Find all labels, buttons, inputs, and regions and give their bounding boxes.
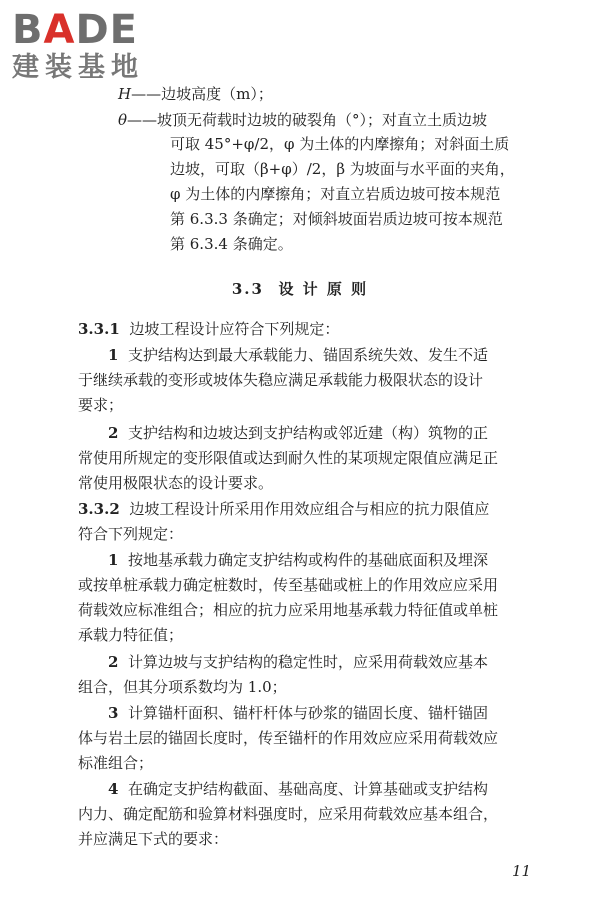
clause-3-3-1: [78, 319, 339, 339]
clause-item: [108, 703, 488, 723]
definition-theta-line: 坡顶无荷载时边坡的破裂角（°）；对直立土质边坡: [157, 111, 488, 129]
page-number: 11: [512, 862, 532, 880]
item-line: 常使用极限状态的设计要求。: [78, 474, 274, 492]
brand-letters-de: DE: [75, 7, 138, 53]
item-line: 荷载效应标准组合；相应的抗力应采用地基承载力特征值或单桩: [78, 601, 499, 619]
item-number: 2: [108, 653, 119, 671]
item-line: 体与岩土层的锚固长度时，传至锚杆的作用效应应采用荷载效应: [78, 729, 499, 747]
item-number: 2: [108, 424, 119, 442]
item-line: 支护结构和边坡达到支护结构或邻近建（构）筑物的正: [127, 424, 488, 442]
item-number: 3: [108, 704, 119, 722]
brand-subtitle: 建装基地: [12, 52, 144, 83]
clause-item: [108, 345, 488, 365]
item-line: 按地基承载力确定支护结构或构件的基础底面积及埋深: [127, 551, 488, 569]
definition-theta-line: 第 6.3.4 条确定。: [170, 235, 293, 253]
item-line: 或按单桩承载力确定桩数时，传至基础或桩上的作用效应应采用: [78, 576, 499, 594]
clause-text: 边坡工程设计所采用作用效应组合与相应的抗力限值应: [129, 500, 490, 518]
item-line: 承载力特征值；: [78, 626, 184, 644]
brand-letter-b: B: [12, 7, 44, 53]
clause-text: 边坡工程设计应符合下列规定：: [129, 320, 340, 338]
item-number: 1: [108, 346, 119, 364]
definition-theta-line: 可取 45°+φ/2，φ 为土体的内摩擦角；对斜面土质: [170, 135, 510, 153]
item-line: 标准组合；: [78, 754, 154, 772]
definition-theta: [118, 110, 487, 130]
item-line: 要求；: [78, 396, 124, 414]
item-number: 1: [108, 551, 119, 569]
clause-item: [108, 423, 488, 443]
clause-number: 3.3.1: [78, 320, 120, 338]
definition-theta-line: φ 为土体的内摩擦角；对直立岩质边坡可按本规范: [170, 185, 501, 203]
symbol-h: H: [118, 85, 132, 103]
definition-h-text: 边坡高度（m）；: [161, 85, 273, 103]
item-line: 内力、确定配筋和验算材料强度时，应采用荷载效应基本组合，: [78, 805, 499, 823]
item-line: 计算边坡与支护结构的稳定性时，应采用荷载效应基本: [127, 653, 488, 671]
clause-item: [108, 550, 488, 570]
definition-theta-dash: ——: [127, 111, 158, 129]
item-line: 组合，但其分项系数均为 1.0；: [78, 678, 287, 696]
item-line: 在确定支护结构截面、基础高度、计算基础或支护结构: [127, 780, 488, 798]
section-title: 设 计 原 则: [278, 280, 369, 298]
definition-theta-line: 边坡，可取（β+φ）/2，β 为坡面与水平面的夹角，: [170, 160, 515, 178]
item-line: 常使用所规定的变形限值或达到耐久性的某项规定限值应满足正: [78, 449, 499, 467]
item-line: 并应满足下式的要求：: [78, 830, 229, 848]
definition-theta-line: 第 6.3.3 条确定；对倾斜坡面岩质边坡可按本规范: [170, 210, 503, 228]
clause-item: [108, 652, 488, 672]
brand-name: [12, 8, 177, 52]
section-number: 3.3: [231, 280, 264, 298]
definition-h-dash: ——: [131, 85, 162, 103]
clause-3-3-2: [78, 499, 489, 519]
clause-text: 符合下列规定：: [78, 525, 184, 543]
item-line: 计算锚杆面积、锚杆杆体与砂浆的锚固长度、锚杆锚固: [127, 704, 488, 722]
clause-item: [108, 779, 488, 799]
item-line: 于继续承载的变形或坡体失稳应满足承载能力极限状态的设计: [78, 371, 484, 389]
definition-h: [118, 84, 273, 104]
symbol-theta: θ: [118, 111, 128, 129]
item-line: 支护结构达到最大承载能力、锚固系统失效、发生不适: [127, 346, 488, 364]
brand-letter-a: A: [43, 7, 76, 53]
section-heading: [0, 278, 600, 299]
item-number: 4: [108, 780, 119, 798]
clause-number: 3.3.2: [78, 500, 120, 518]
